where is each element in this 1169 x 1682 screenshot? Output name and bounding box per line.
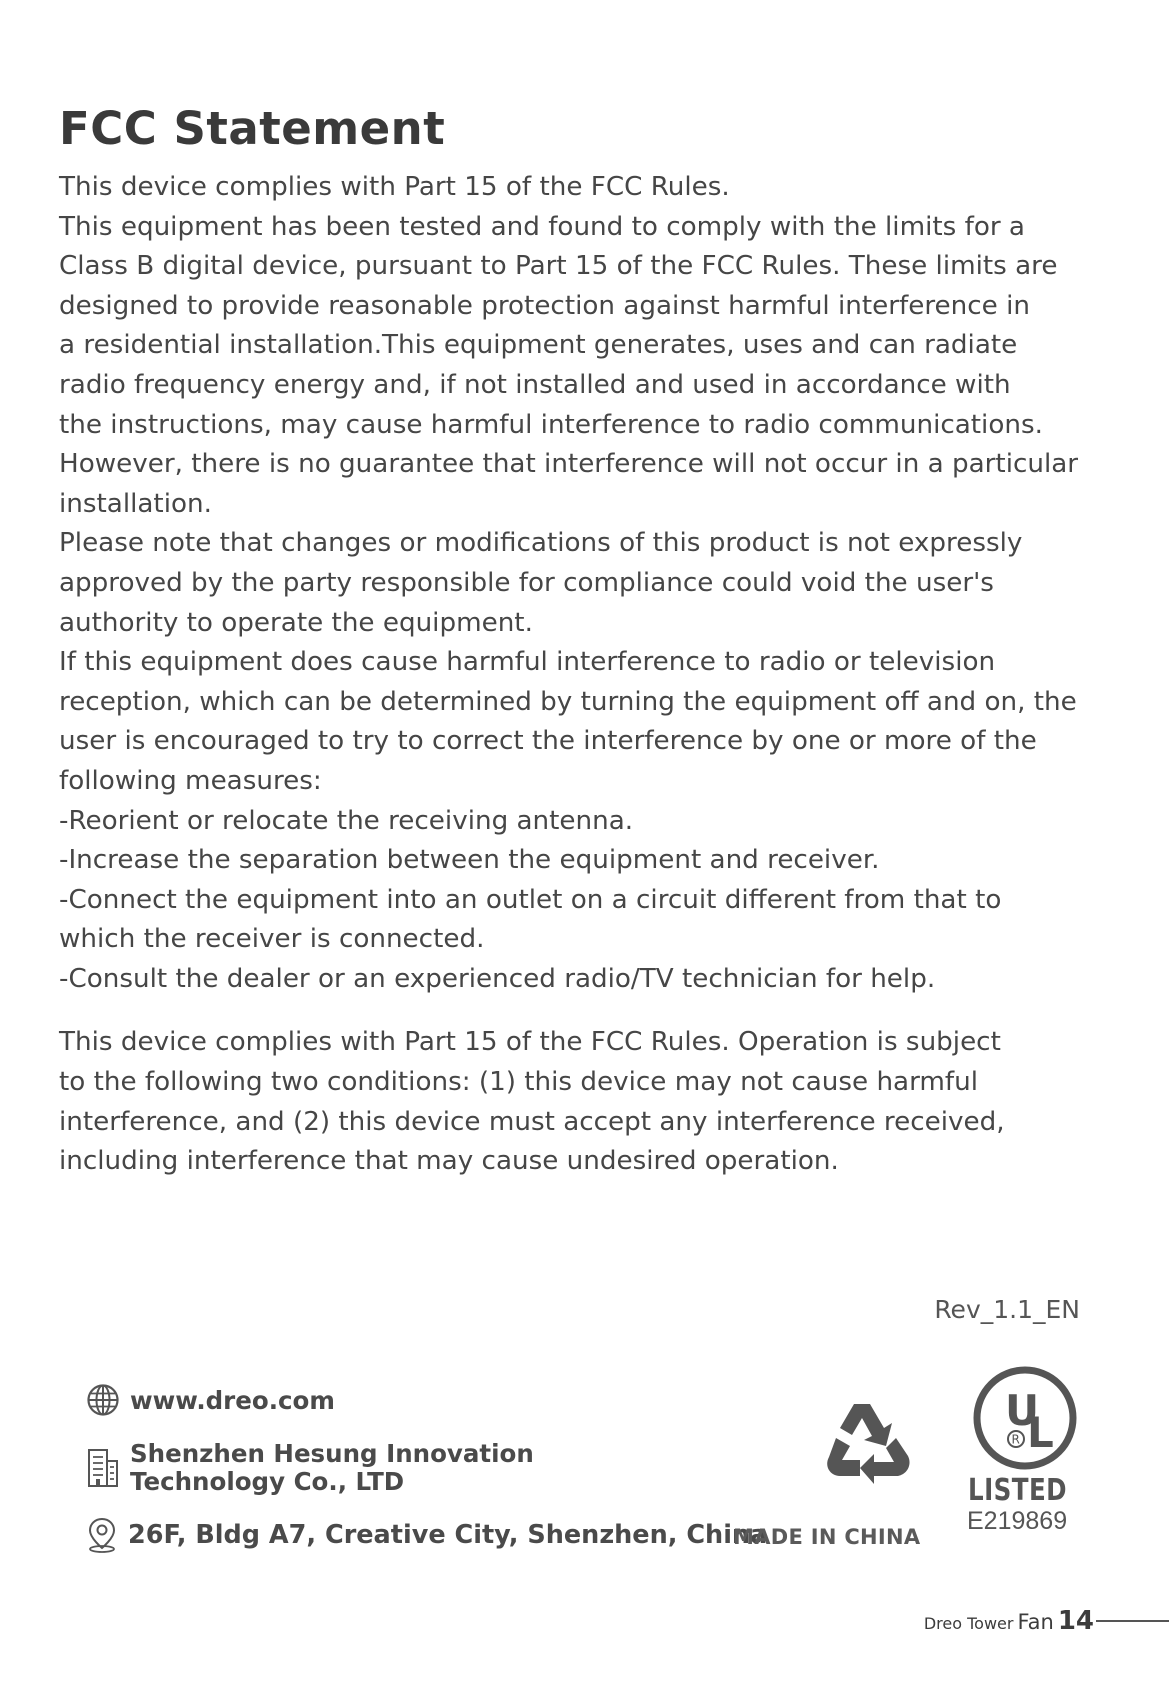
footer-brand: Dreo Tower — [923, 1614, 1014, 1633]
measure-item: -Consult the dealer or an experienced radio/TV technician for help. — [59, 963, 936, 994]
paragraph-line: reception, which can be determined by turning the equipment off and on, the — [59, 686, 1077, 717]
paragraph-line: following measures: — [59, 765, 322, 796]
address-row — [86, 1517, 767, 1553]
company-name-line1: Shenzhen Hesung Innovation — [130, 1439, 534, 1468]
company-name-line2: Technology Co., LTD — [130, 1467, 405, 1496]
ul-logo-letter-u: U — [1005, 1386, 1040, 1435]
footer-rule — [1096, 1620, 1169, 1622]
revision-label: Rev_1.1_EN — [934, 1295, 1080, 1324]
measure-item: -Connect the equipment into an outlet on a circuit different from that to — [59, 884, 1002, 915]
measure-item: -Increase the separation between the equipment and receiver. — [59, 845, 880, 876]
paragraph-line: This device complies with Part 15 of the FCC Rules. — [59, 172, 730, 202]
paragraph-line: the instructions, may cause harmful interference to radio communications. — [59, 409, 1043, 440]
conditions-line: including interference that may cause undesired operation. — [59, 1146, 839, 1177]
conditions-line: This device complies with Part 15 of the FCC Rules. Operation is subject — [59, 1027, 1001, 1058]
paragraph-line: However, there is no guarantee that interference will not occur in a particular — [59, 449, 1079, 480]
measure-item: which the receiver is connected. — [59, 924, 485, 955]
paragraph-line: a residential installation.This equipment generates, uses and can radiate — [59, 330, 1018, 361]
page-title: FCC Statement — [59, 102, 446, 155]
website-link[interactable]: www.dreo.com — [130, 1385, 335, 1415]
company-row — [86, 1440, 534, 1496]
page-number: 14 — [1057, 1606, 1094, 1636]
paragraph-line: This equipment has been tested and found to comply with the limits for a — [59, 211, 1025, 242]
page-footer — [924, 1606, 1169, 1636]
website-row — [86, 1383, 335, 1417]
address-text: 26F, Bldg A7, Creative City, Shenzhen, China — [128, 1520, 768, 1550]
svg-text:R: R — [1011, 1432, 1020, 1447]
paragraph-line: designed to provide reasonable protection against harmful interference in — [59, 290, 1030, 321]
conditions-line: to the following two conditions: (1) this device may not cause harmful — [59, 1067, 979, 1098]
paragraph-line: user is encouraged to try to correct the interference by one or more of the — [59, 726, 1037, 757]
ul-logo-letter-l: L — [1027, 1408, 1054, 1457]
paragraph-line: authority to operate the equipment. — [59, 607, 533, 638]
company-name — [130, 1440, 534, 1496]
paragraph-gap — [59, 999, 1119, 1023]
ul-listed-label: LISTED — [968, 1473, 1068, 1508]
paragraph-line: Class B digital device, pursuant to Part 15 of the FCC Rules. These limits are — [59, 251, 1058, 282]
paragraph-line: Please note that changes or modifications of this product is not expressly — [59, 528, 1023, 559]
paragraph-line: radio frequency energy and, if not installed and used in accordance with — [59, 369, 1011, 400]
ul-logo-icon — [965, 1365, 1085, 1475]
ul-file-number: E219869 — [967, 1507, 1068, 1535]
location-pin-icon — [86, 1517, 118, 1553]
globe-icon — [86, 1383, 120, 1417]
paragraph-line: installation. — [59, 488, 212, 519]
footer-product: Fan — [1017, 1610, 1054, 1634]
conditions-line: interference, and (2) this device must accept any interference received, — [59, 1106, 1005, 1137]
made-in-china-label: MADE IN CHINA — [733, 1525, 921, 1549]
fcc-statement-body — [59, 168, 1119, 1182]
paragraph-line: If this equipment does cause harmful interference to radio or television — [59, 647, 996, 678]
building-icon — [86, 1447, 120, 1489]
paragraph-line: approved by the party responsible for compliance could void the user's — [59, 567, 994, 598]
measure-item: -Reorient or relocate the receiving antenna. — [59, 805, 634, 836]
recycle-icon — [816, 1398, 916, 1498]
